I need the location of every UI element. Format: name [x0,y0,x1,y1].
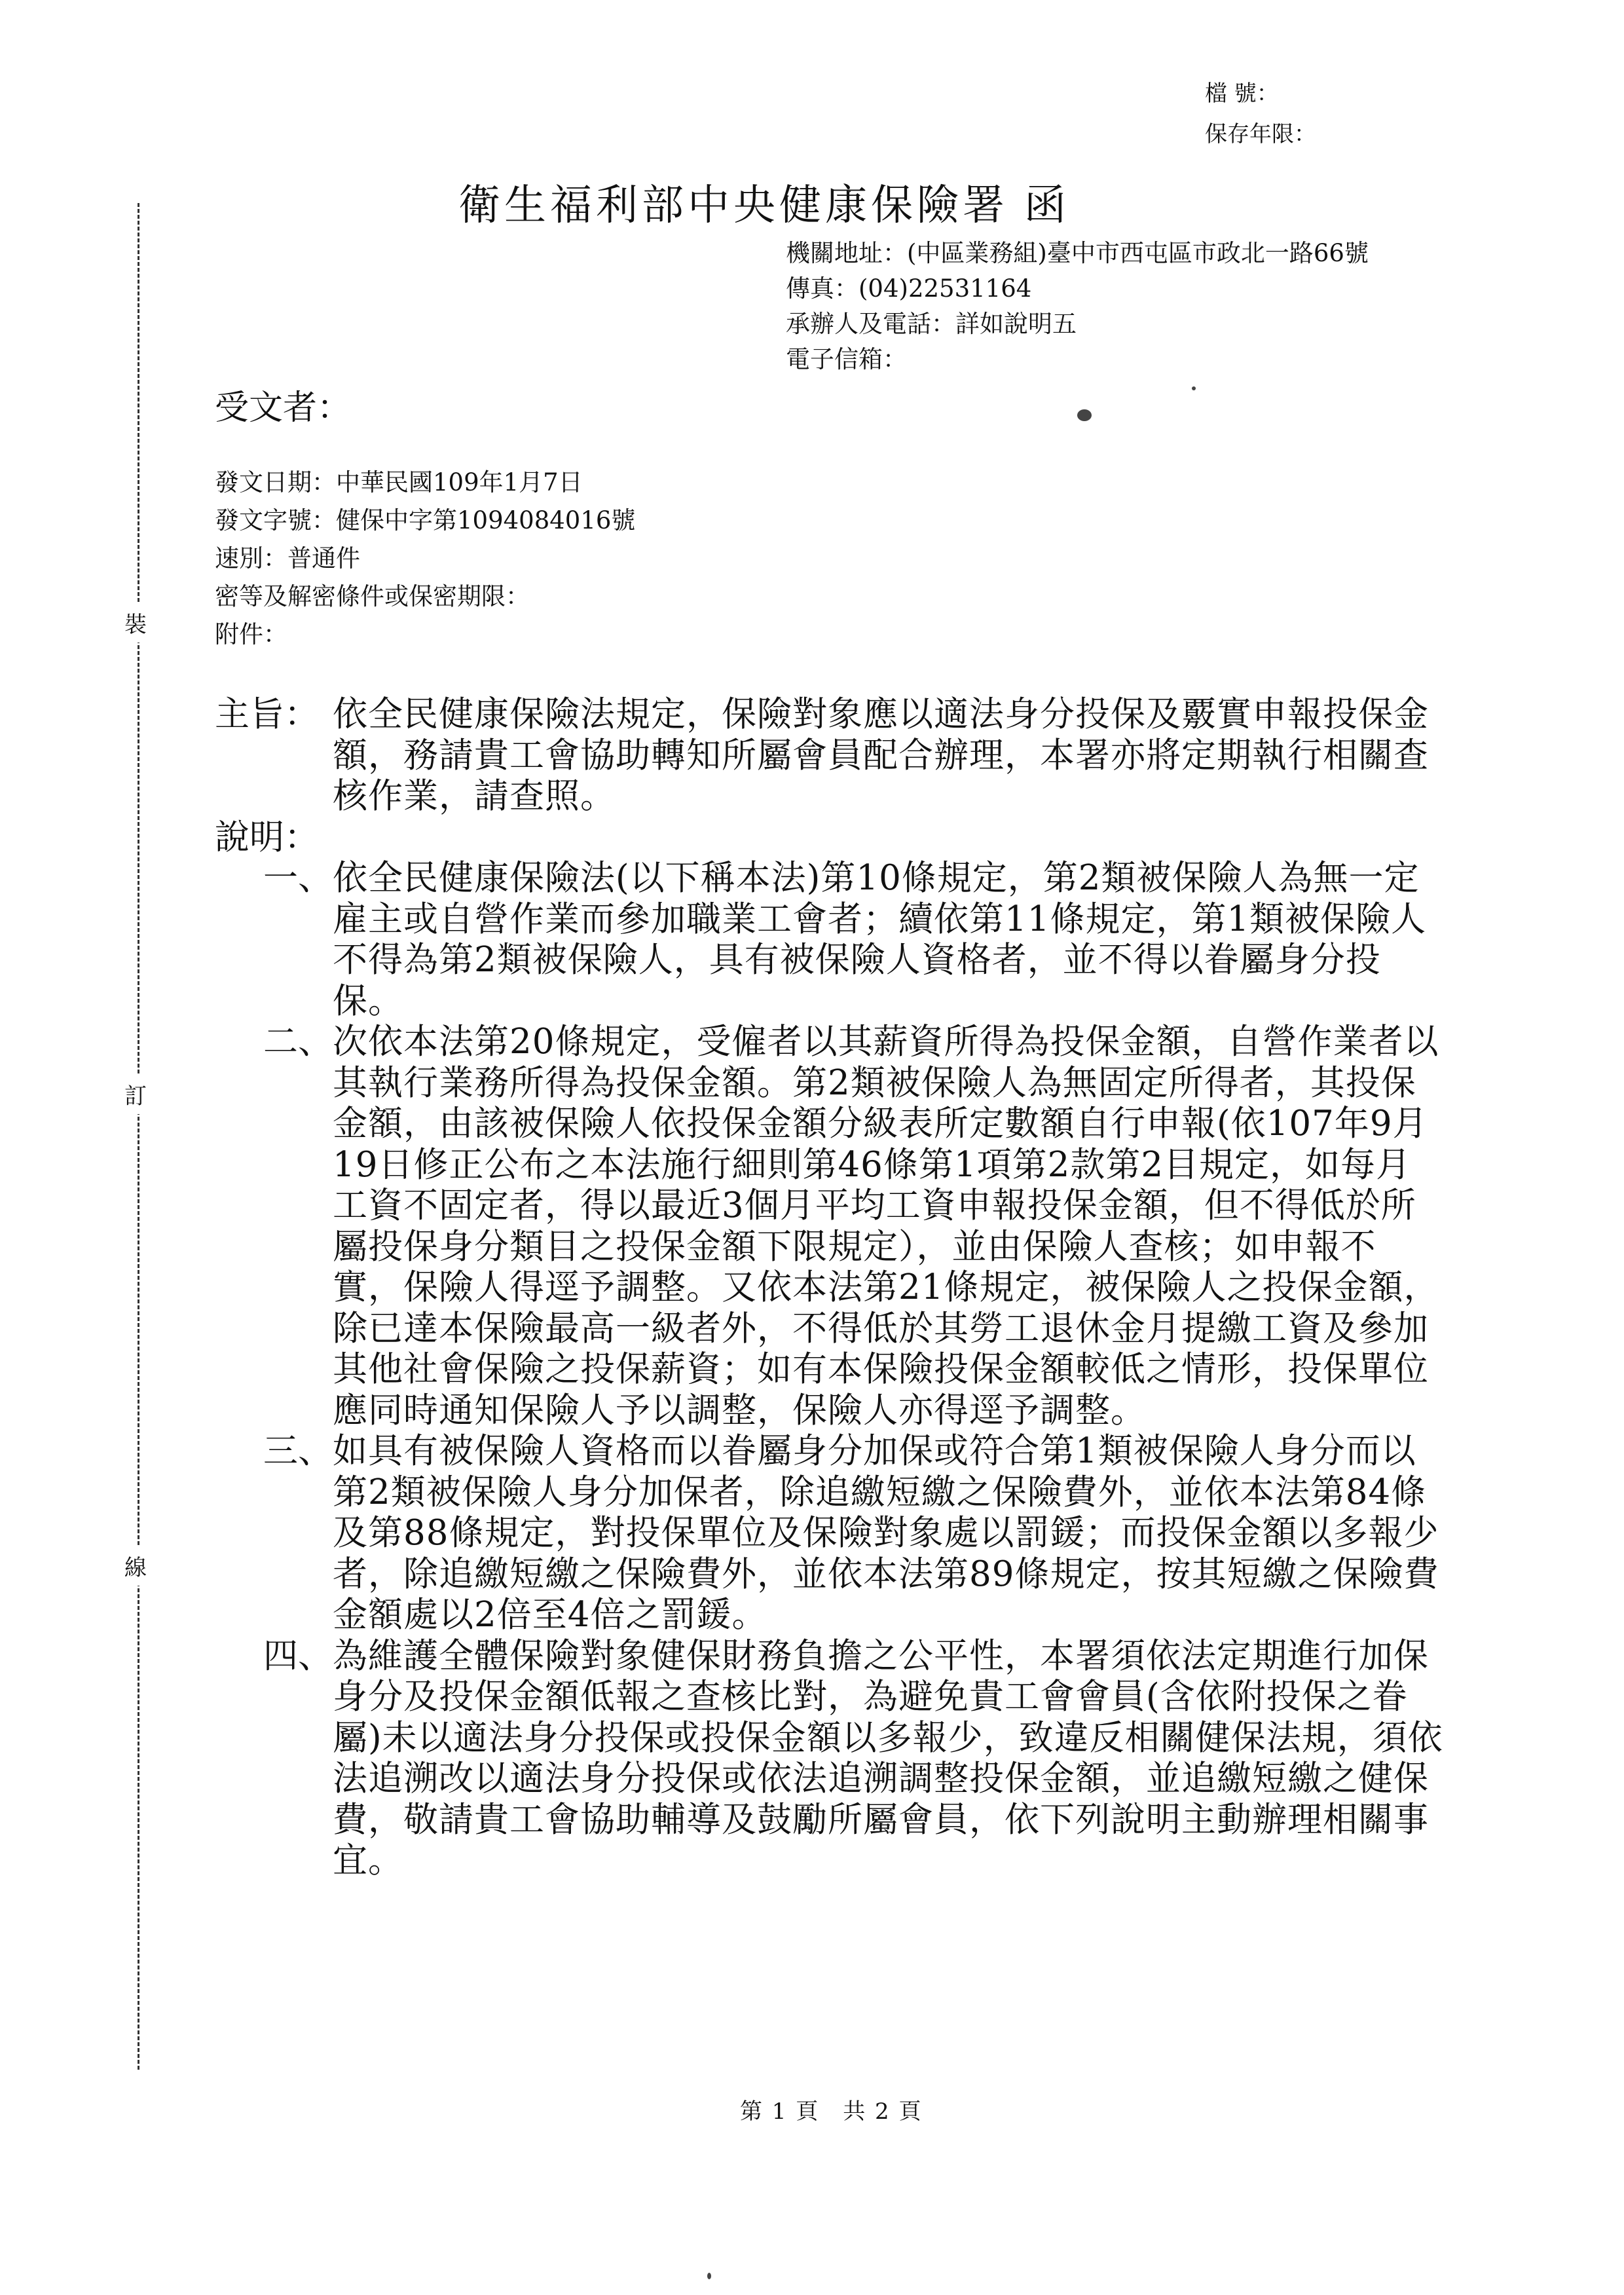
recipient-label: 受文者： [215,388,352,428]
file-info [1205,73,1316,155]
file-number-label: 檔 號： [1205,81,1279,107]
agency-info [786,236,1369,377]
section-text: 如具有被保險人資格而以眷屬身分加保或符合第1類被保險人身分而以第2類被保險人身分加保者，除追繳短繳之保險費外，並依本法第84條及第88條規定，對投保單位及保險對象處以罰鍰；而投保金額以多報少者，除追繳短繳之保險費外，並依本法第89條規定，按其短繳之保險費金額處以2倍至4倍之罰鍰。 [333,1431,1439,1635]
subject-label: 主旨： [215,694,319,734]
section-marker: 三、 [263,1431,333,1471]
binding-mark-zhuang: 裝 [124,603,147,643]
agency-contact: 承辦人及電話：詳如說明五 [786,310,1077,338]
subject-text: 依全民健康保險法規定，保險對象應以適法身分投保及覈實申報投保金額，務請貴工會協助轉知所屬會員配合辦理，本署亦將定期執行相關查核作業，請查照。 [333,694,1429,816]
explanation-section-3 [215,1431,1446,1636]
scan-speck [1192,386,1196,390]
section-marker: 四、 [263,1635,333,1676]
agency-email: 電子信箱： [786,345,907,373]
explanation-section-2 [215,1022,1446,1431]
section-text: 為維護全體保險對象健保財務負擔之公平性，本署須依法定期進行加保身分及投保金額低報之查核比對，為避免貴工會會員(含依附投保之眷屬)未以適法身分投保或投保金額以多報少，致違反相關健保法規，須依法追溯改以適法身分投保或依法追溯調整投保金額，並追繳短繳之健保費，敬請貴工會協助輔導及鼓勵所屬會員，依下列說明主動辦理相關事宜。 [333,1635,1443,1880]
agency-address: 機關地址：(中區業務組)臺中市西屯區市政北一路66號 [786,239,1369,267]
delivery-speed: 速別：普通件 [215,544,360,572]
binding-line [138,203,139,2070]
issuing-agency: 衛生福利部中央健康保險署 [458,181,1008,230]
scan-speck [707,2273,711,2279]
document-type: 函 [1024,181,1070,230]
agency-fax: 傳真：(04)22531164 [786,274,1032,303]
binding-mark-ding: 訂 [124,1074,147,1114]
scan-speck [1077,409,1092,421]
issue-date: 發文日期：中華民國109年1月7日 [215,468,583,496]
section-marker: 二、 [263,1022,333,1062]
page-number: 第 1 頁 共 2 頁 [740,2099,923,2125]
secrecy-level: 密等及解密條件或保密期限： [215,582,530,610]
explanation-section-4 [215,1636,1446,1882]
section-text: 次依本法第20條規定，受僱者以其薪資所得為投保金額，自營作業者以其執行業務所得為投保金額。第2類被保險人為無固定所得者，其投保金額，由該被保險人依投保金額分級表所定數額自行申報(依107年9月19日修正公布之本法施行細則第46條第1項第2款第2目規定，如每月工資不固定者，得以最近3個月平均工資申報投保金額，但不得低於所屬投保身分類目之投保金額下限規定），並由保險人查核；如申報不實，保險人得逕予調整。又依本法第21條規定，被保險人之投保金額，除已達本保險最高一級者外，不得低於其勞工退休金月提繳工資及參加其他社會保險之投保薪資；如有本保險投保金額較低之情形，投保單位應同時通知保險人予以調整，保險人亦得逕予調整。 [333,1022,1439,1430]
document-meta [215,464,635,654]
document-title [458,172,1070,232]
retention-period-label: 保存年限： [1205,121,1316,147]
explanation-section-1 [215,858,1446,1022]
attachment-label: 附件： [215,620,287,648]
document-number: 發文字號：健保中字第1094084016號 [215,506,636,534]
binding-mark-xian: 線 [124,1546,147,1586]
document-body [215,694,1446,1882]
section-text: 依全民健康保險法(以下稱本法)第10條規定，第2類被保險人為無一定雇主或自營作業而參加職業工會者；續依第11條規定，第1類被保險人不得為第2類被保險人，具有被保險人資格者，並不得以眷屬身分投保。 [333,858,1427,1021]
section-marker: 一、 [263,858,333,898]
explanation-label: 說明： [215,817,319,857]
subject-paragraph [215,694,1446,817]
